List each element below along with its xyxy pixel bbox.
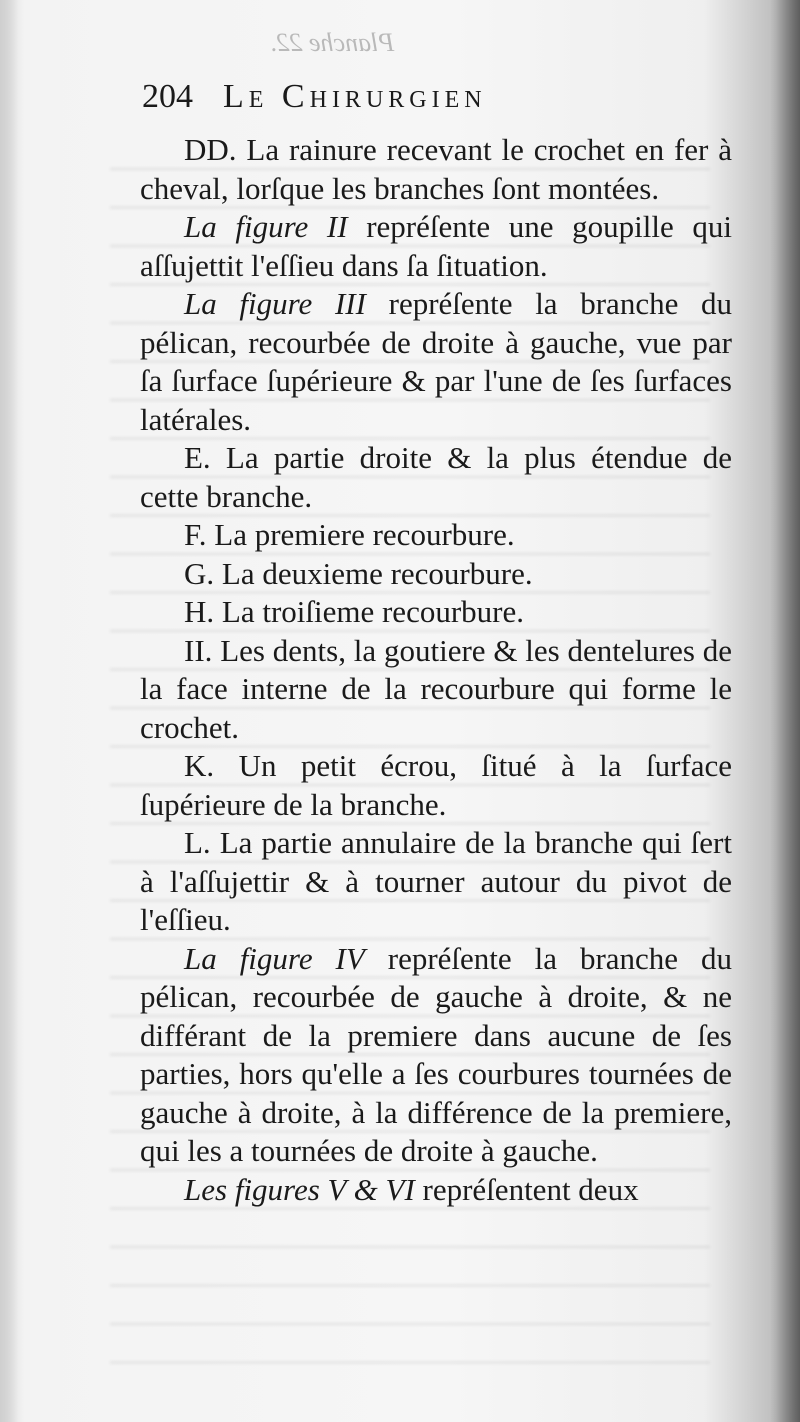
paragraph (140, 285, 732, 439)
page-number: 204 (142, 78, 193, 115)
paragraph-text: repréſente une goupille qui aſſujettit l'eſſieu dans ſa ſituation. (140, 209, 732, 283)
paragraph (140, 747, 732, 824)
paragraph-text: II. Les dents, la goutiere & les dentelures de la face interne de la recourbure qui forme le crochet. (140, 632, 732, 745)
paragraph (140, 824, 732, 940)
paragraph-text: E. La partie droite & la plus étendue de cette branche. (140, 440, 732, 514)
paragraph (140, 131, 732, 208)
figure-reference: La figure II (184, 209, 348, 244)
paragraph (140, 940, 732, 1171)
paragraph-text: repréſente la branche du pélican, recourbée de droite à gauche, vue par ſa ſurface ſupérieure & par l'une de ſes ſurfaces latérales. (140, 286, 733, 437)
body-text (140, 131, 732, 1209)
paragraph-text: G. La deuxieme recourbure. (184, 555, 533, 591)
paragraph-text: F. La premiere recourbure. (184, 517, 515, 552)
paragraph-text: repréſente la branche du pélican, recourbée de gauche à droite, & ne différant de la premiere dans aucune de ſes parties, hors qu'elle a ſes courbures tournées de gauche à droite, à la différence de la premiere, qui les a tournées de droite à gauche. (140, 940, 732, 1168)
figure-reference: Les figures V & VI (184, 1171, 415, 1207)
paragraph (140, 632, 732, 748)
running-head: Le Chirurgien (223, 78, 487, 115)
paragraph-text: repréſentent deux (414, 1171, 639, 1207)
paragraph-text: K. Un petit écrou, ſitué à la ſurface ſupérieure de la branche. (140, 748, 732, 822)
page-left-edge (0, 0, 18, 1422)
page-gutter-shadow (770, 0, 800, 1422)
bleed-through-plate-note: Planche 22. (270, 28, 395, 57)
paragraph-text: DD. La rainure recevant le crochet en fer à cheval, lorſque les branches ſont montées. (140, 132, 732, 206)
paragraph-text: H. La troiſieme recourbure. (184, 594, 524, 629)
paragraph-text: L. La partie annulaire de la branche qui ſert à l'aſſujettir & à tourner autour du pivot de l'eſſieu. (140, 825, 732, 937)
page-header (142, 78, 732, 128)
paragraph (140, 593, 732, 632)
paragraph (140, 516, 732, 555)
paragraph (140, 208, 732, 285)
figure-reference: La figure III (184, 286, 366, 321)
paragraph (140, 439, 732, 516)
figure-reference: La figure IV (184, 940, 365, 976)
paragraph (140, 1171, 732, 1210)
paragraph (140, 555, 732, 594)
